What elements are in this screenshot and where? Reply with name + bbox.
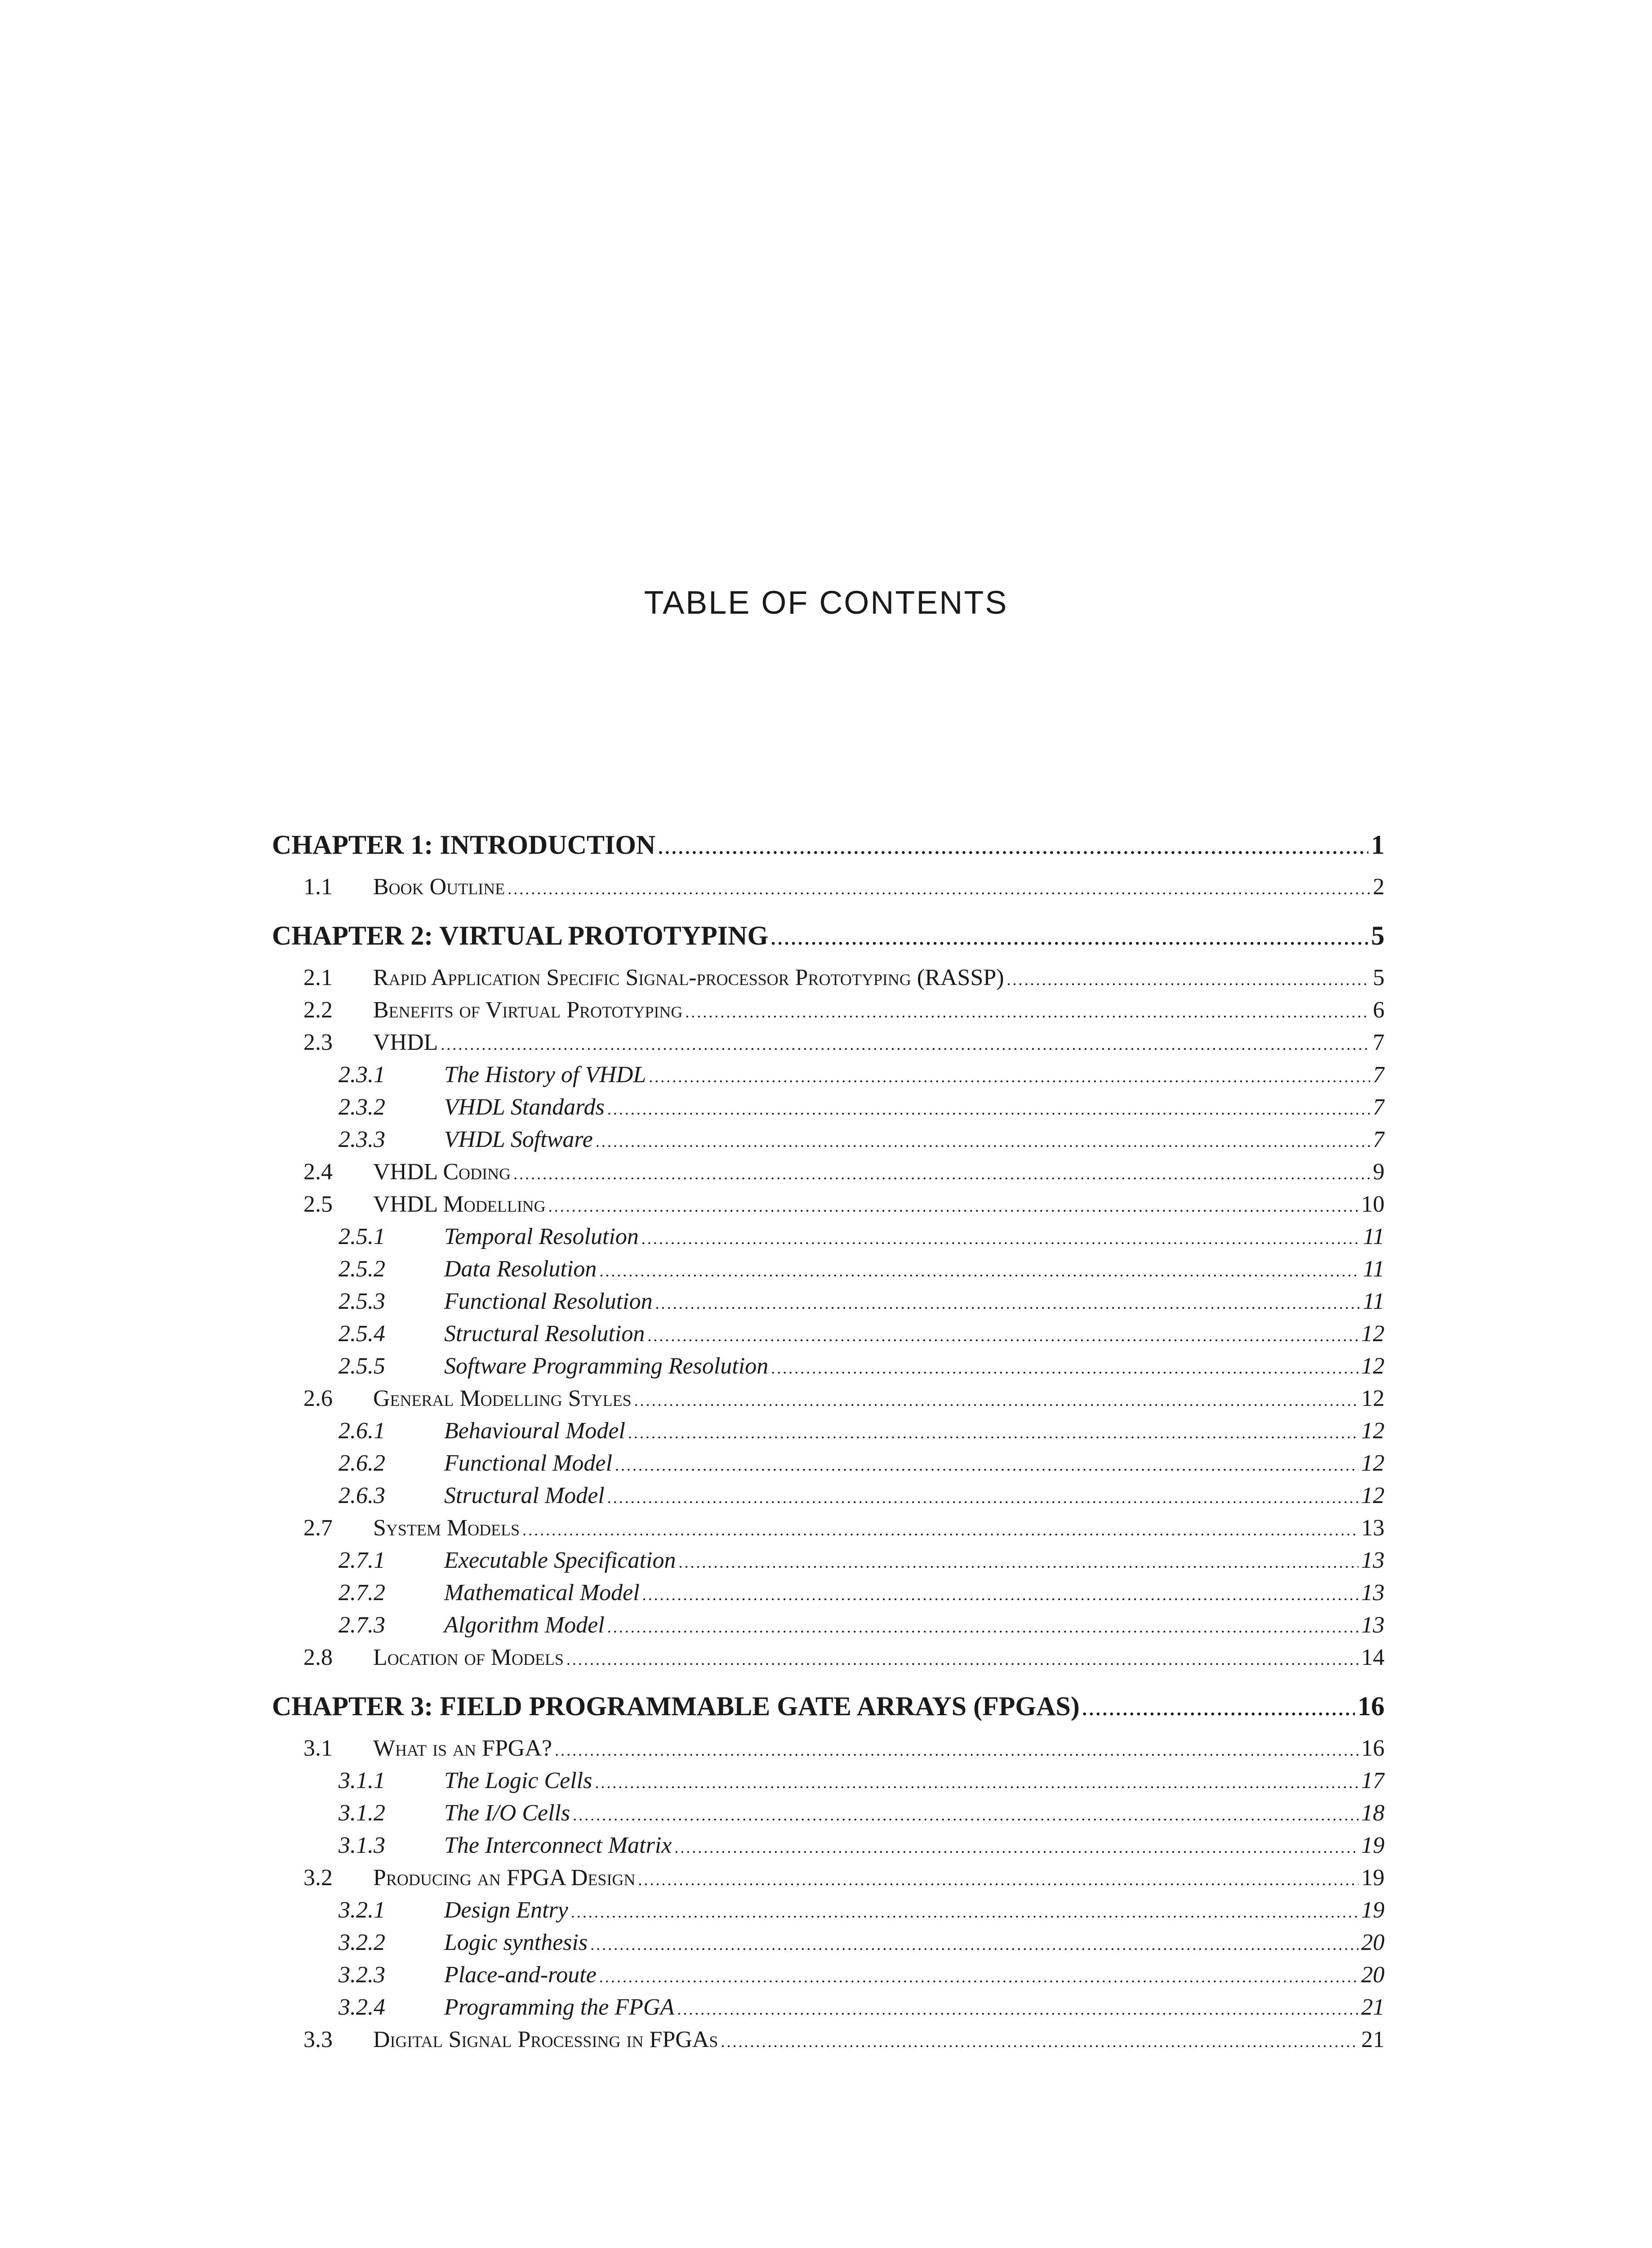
entry-number: 2.5.4: [338, 1321, 385, 1347]
dot-leader: [571, 1896, 1358, 1927]
toc-section-entry[interactable]: [272, 2024, 1385, 2056]
toc-section-entry[interactable]: [272, 1026, 1385, 1059]
entry-label: Data Resolution: [444, 1256, 597, 1282]
dot-leader: [566, 1643, 1358, 1674]
entry-number: 2.1: [303, 965, 333, 990]
entry-label: The Interconnect Matrix: [444, 1833, 672, 1858]
toc-section-entry[interactable]: [272, 1512, 1385, 1544]
entry-number: 3.1: [303, 1735, 333, 1761]
toc-subsection-entry[interactable]: [272, 1253, 1385, 1285]
dot-leader: [555, 1734, 1358, 1765]
toc-subsection-entry[interactable]: [272, 1829, 1385, 1862]
entry-page-number: 20: [1361, 1962, 1385, 1988]
dot-leader: [607, 1611, 1358, 1641]
toc-section-entry[interactable]: [272, 871, 1385, 903]
dot-leader: [595, 1766, 1358, 1797]
entry-number: 3.2.4: [338, 1994, 385, 2020]
entry-label: Digital Signal Processing in FPGAs: [373, 2027, 718, 2052]
entry-label: Design Entry: [444, 1897, 568, 1923]
entry-page-number: 16: [1358, 1691, 1385, 1721]
entry-number: 2.7.3: [338, 1612, 385, 1638]
entry-label: Structural Model: [444, 1483, 605, 1508]
toc-subsection-entry[interactable]: [272, 1480, 1385, 1512]
toc-subsection-entry[interactable]: [272, 1124, 1385, 1156]
dot-leader: [615, 1449, 1358, 1480]
entry-label: System Models: [373, 1515, 520, 1541]
entry-number: 3.1.1: [338, 1768, 385, 1793]
entry-label: CHAPTER 3: FIELD PROGRAMMABLE GATE ARRAYS (FPGAS): [272, 1691, 1080, 1721]
toc-section-entry[interactable]: [272, 1732, 1385, 1765]
toc-section-entry[interactable]: [272, 1641, 1385, 1674]
entry-label: The History of VHDL: [444, 1062, 646, 1088]
entry-label: VHDL Coding: [373, 1159, 511, 1185]
entry-number: 3.3: [303, 2027, 333, 2052]
dot-leader: [508, 873, 1370, 903]
entry-number: 2.6.3: [338, 1483, 385, 1508]
page-title: TABLE OF CONTENTS: [644, 585, 1008, 621]
entry-page-number: 18: [1361, 1800, 1385, 1826]
table-of-contents: [272, 825, 1385, 2056]
entry-number: 1.1: [303, 874, 333, 900]
entry-label: Mathematical Model: [444, 1580, 640, 1606]
entry-label: VHDL Modelling: [373, 1191, 546, 1217]
toc-subsection-entry[interactable]: [272, 1318, 1385, 1350]
entry-page-number: 19: [1361, 1833, 1385, 1858]
entry-label: Benefits of Virtual Prototyping: [373, 997, 683, 1023]
entry-label: Executable Specification: [444, 1548, 676, 1573]
entry-number: 2.3: [303, 1030, 333, 1055]
dot-leader: [641, 1222, 1360, 1253]
dot-leader: [771, 1352, 1358, 1383]
dot-leader: [674, 1831, 1358, 1862]
dot-leader: [655, 1287, 1360, 1318]
dot-leader: [607, 1093, 1370, 1124]
dot-leader: [548, 1190, 1358, 1221]
entry-label: Functional Resolution: [444, 1289, 653, 1314]
entry-number: 3.2.1: [338, 1897, 385, 1923]
toc-section-entry[interactable]: [272, 1862, 1385, 1894]
entry-page-number: 14: [1361, 1645, 1385, 1670]
entry-page-number: 12: [1361, 1321, 1385, 1347]
toc-subsection-entry[interactable]: [272, 1894, 1385, 1927]
dot-leader: [513, 1158, 1370, 1188]
entry-label: Functional Model: [444, 1450, 613, 1476]
entry-label: Producing an FPGA Design: [373, 1865, 636, 1891]
entry-page-number: 2: [1373, 874, 1385, 900]
toc-section-entry[interactable]: [272, 1188, 1385, 1221]
entry-number: 2.6: [303, 1386, 333, 1411]
entry-number: 2.6.2: [338, 1450, 385, 1476]
entry-page-number: 7: [1373, 1094, 1385, 1120]
entry-label: VHDL Software: [444, 1127, 593, 1152]
entry-label: VHDL: [373, 1030, 438, 1055]
entry-page-number: 13: [1361, 1580, 1385, 1606]
entry-number: 2.5: [303, 1191, 333, 1217]
entry-number: 2.7.2: [338, 1580, 385, 1606]
entry-page-number: 12: [1361, 1483, 1385, 1508]
toc-subsection-entry[interactable]: [272, 1609, 1385, 1641]
entry-number: 2.5.3: [338, 1289, 385, 1314]
entry-label: Software Programming Resolution: [444, 1353, 769, 1379]
entry-page-number: 7: [1373, 1030, 1385, 1055]
entry-page-number: 11: [1363, 1256, 1385, 1282]
entry-number: 3.1.2: [338, 1800, 385, 1826]
entry-number: 2.3.3: [338, 1127, 385, 1152]
entry-page-number: 12: [1361, 1386, 1385, 1411]
entry-label: Programming the FPGA: [444, 1994, 675, 2020]
entry-label: Place-and-route: [444, 1962, 597, 1988]
toc-subsection-entry[interactable]: [272, 1415, 1385, 1447]
entry-label: VHDL Standards: [444, 1094, 605, 1120]
entry-number: 2.7.1: [338, 1548, 385, 1573]
toc-chapter-entry[interactable]: [272, 825, 1385, 865]
entry-number: 3.2.2: [338, 1930, 385, 1955]
entry-number: 3.1.3: [338, 1833, 385, 1858]
entry-page-number: 11: [1363, 1224, 1385, 1249]
entry-page-number: 17: [1361, 1768, 1385, 1793]
entry-page-number: 12: [1361, 1353, 1385, 1379]
dot-leader: [658, 828, 1368, 865]
toc-subsection-entry[interactable]: [272, 1447, 1385, 1480]
toc-section-entry[interactable]: [272, 994, 1385, 1026]
dot-leader: [721, 2025, 1358, 2056]
entry-page-number: 12: [1361, 1418, 1385, 1444]
toc-chapter-entry[interactable]: [272, 916, 1385, 955]
toc-subsection-entry[interactable]: [272, 1091, 1385, 1124]
dot-leader: [647, 1320, 1358, 1350]
toc-section-entry[interactable]: [272, 962, 1385, 994]
toc-section-entry[interactable]: [272, 1156, 1385, 1188]
entry-label: Book Outline: [373, 874, 505, 900]
toc-chapter-entry[interactable]: [272, 1686, 1385, 1726]
entry-number: 3.2: [303, 1865, 333, 1891]
entry-page-number: 11: [1363, 1289, 1385, 1314]
entry-number: 2.3.2: [338, 1094, 385, 1120]
toc-subsection-entry[interactable]: [272, 1797, 1385, 1829]
toc-subsection-entry[interactable]: [272, 1221, 1385, 1253]
dot-leader: [522, 1514, 1358, 1544]
entry-label: Location of Models: [373, 1645, 564, 1670]
entry-label: The Logic Cells: [444, 1768, 592, 1793]
dot-leader: [573, 1799, 1358, 1829]
entry-label: Structural Resolution: [444, 1321, 645, 1347]
entry-page-number: 21: [1361, 2027, 1385, 2052]
entry-label: The I/O Cells: [444, 1800, 570, 1826]
toc-subsection-entry[interactable]: [272, 1927, 1385, 1959]
entry-page-number: 5: [1371, 921, 1385, 950]
toc-subsection-entry[interactable]: [272, 1285, 1385, 1318]
dot-leader: [628, 1417, 1358, 1447]
entry-number: 2.5.2: [338, 1256, 385, 1282]
dot-leader: [590, 1928, 1358, 1959]
entry-label: Behavioural Model: [444, 1418, 625, 1444]
dot-leader: [599, 1255, 1360, 1285]
entry-label: CHAPTER 1: INTRODUCTION: [272, 830, 656, 860]
entry-page-number: 1: [1371, 830, 1385, 860]
dot-leader: [677, 1993, 1358, 2024]
entry-page-number: 13: [1361, 1548, 1385, 1573]
entry-page-number: 6: [1373, 997, 1385, 1023]
entry-number: 2.2: [303, 997, 333, 1023]
entry-number: 3.2.3: [338, 1962, 385, 1988]
toc-subsection-entry[interactable]: [272, 1765, 1385, 1797]
entry-page-number: 20: [1361, 1930, 1385, 1955]
toc-subsection-entry[interactable]: [272, 1577, 1385, 1609]
entry-label: Rapid Application Specific Signal-processor Prototyping (RASSP): [373, 965, 1004, 990]
entry-label: What is an FPGA?: [373, 1735, 552, 1761]
entry-page-number: 5: [1373, 965, 1385, 990]
toc-subsection-entry[interactable]: [272, 1350, 1385, 1383]
dot-leader: [638, 1864, 1358, 1894]
entry-number: 2.6.1: [338, 1418, 385, 1444]
toc-subsection-entry[interactable]: [272, 1059, 1385, 1091]
entry-label: Logic synthesis: [444, 1930, 588, 1955]
dot-leader: [634, 1384, 1358, 1415]
entry-page-number: 13: [1361, 1612, 1385, 1638]
entry-page-number: 21: [1361, 1994, 1385, 2020]
entry-number: 2.5.5: [338, 1353, 385, 1379]
toc-subsection-entry[interactable]: [272, 1544, 1385, 1577]
entry-label: CHAPTER 2: VIRTUAL PROTOTYPING: [272, 921, 769, 950]
toc-section-entry[interactable]: [272, 1383, 1385, 1415]
dot-leader: [678, 1546, 1358, 1577]
entry-label: Temporal Resolution: [444, 1224, 639, 1249]
dot-leader: [607, 1481, 1358, 1512]
dot-leader: [771, 919, 1368, 955]
entry-page-number: 19: [1361, 1865, 1385, 1891]
entry-number: 2.8: [303, 1645, 333, 1670]
entry-page-number: 9: [1373, 1159, 1385, 1185]
dot-leader: [649, 1061, 1370, 1091]
toc-subsection-entry[interactable]: [272, 1991, 1385, 2024]
entry-page-number: 16: [1361, 1735, 1385, 1761]
entry-page-number: 19: [1361, 1897, 1385, 1923]
entry-page-number: 13: [1361, 1515, 1385, 1541]
dot-leader: [596, 1125, 1370, 1156]
dot-leader: [685, 996, 1370, 1026]
entry-number: 2.5.1: [338, 1224, 385, 1249]
entry-label: General Modelling Styles: [373, 1386, 632, 1411]
dot-leader: [599, 1961, 1358, 1991]
entry-number: 2.4: [303, 1159, 333, 1185]
dot-leader: [1082, 1690, 1355, 1726]
dot-leader: [642, 1579, 1358, 1609]
entry-label: Algorithm Model: [444, 1612, 605, 1638]
entry-number: 2.3.1: [338, 1062, 385, 1088]
dot-leader: [441, 1028, 1370, 1059]
dot-leader: [1007, 963, 1370, 994]
toc-subsection-entry[interactable]: [272, 1959, 1385, 1991]
entry-number: 2.7: [303, 1515, 333, 1541]
entry-page-number: 7: [1373, 1127, 1385, 1152]
entry-page-number: 7: [1373, 1062, 1385, 1088]
entry-page-number: 12: [1361, 1450, 1385, 1476]
entry-page-number: 10: [1361, 1191, 1385, 1217]
